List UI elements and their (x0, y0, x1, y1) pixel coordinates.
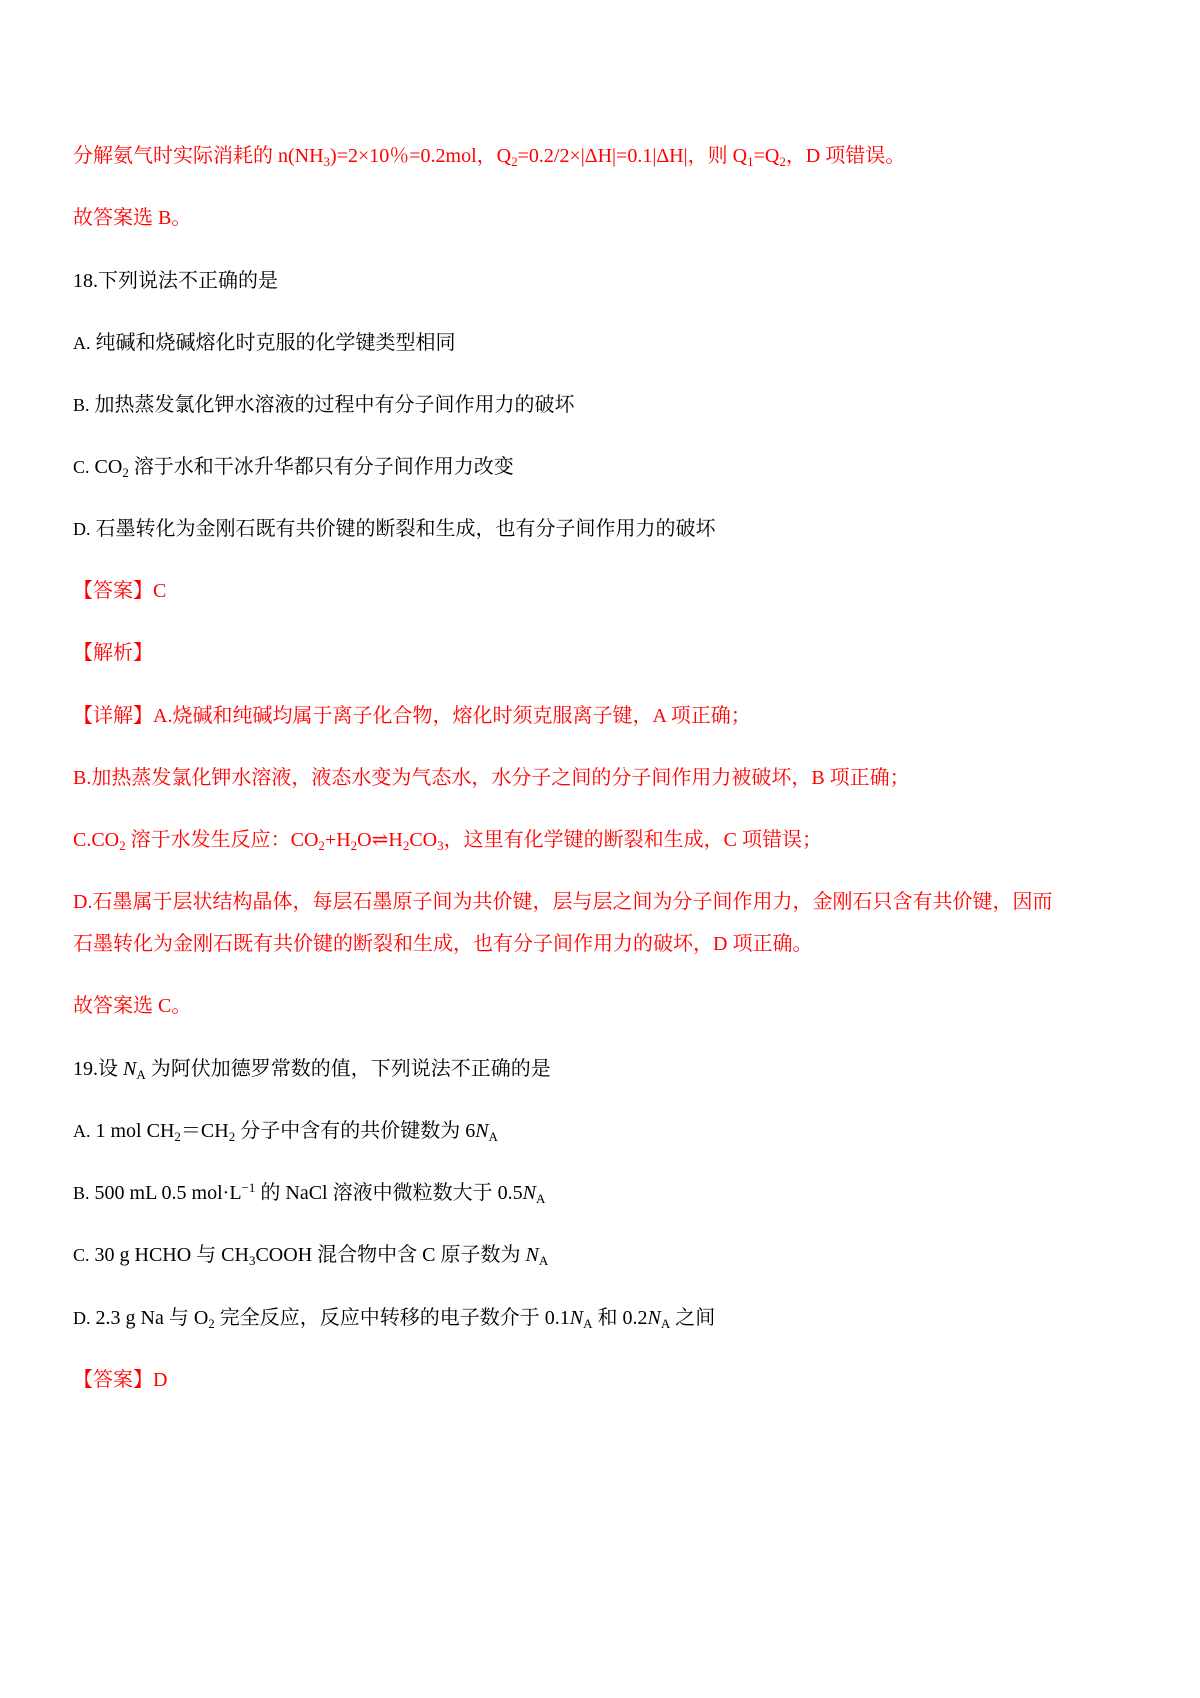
subscript: 2 (122, 465, 129, 480)
italic-symbol: N (525, 1244, 539, 1266)
text-run: ，这里有化学键的断裂和生成，C 项错误； (443, 829, 822, 851)
subscript: 2 (350, 838, 358, 853)
text-run: 石墨转化为金刚石既有共价键的断裂和生成，也有分子间作用力的破坏，D 项正确。 (73, 933, 813, 955)
subscript: 2 (208, 1316, 215, 1331)
text-run: 【答案】D (73, 1369, 168, 1391)
text-run: 之间 (670, 1307, 716, 1329)
text-run: 纯碱和烧碱熔化时克服的化学键类型相同 (90, 332, 456, 354)
text-run: COOH 混合物中含 C 原子数为 (255, 1244, 526, 1266)
question-19-option-b (73, 1180, 545, 1206)
question-18-analysis-heading (73, 640, 153, 666)
text-run: 19.设 (73, 1058, 123, 1080)
text-run: 500 mL 0.5 mol·L (89, 1182, 242, 1204)
italic-symbol: N (647, 1307, 661, 1329)
text-run: +H (324, 829, 351, 851)
question-19-answer (73, 1367, 167, 1393)
question-18-detail-d-line1 (73, 889, 1052, 915)
italic-symbol: N (475, 1120, 489, 1142)
subscript: 2 (174, 1129, 181, 1144)
text-run: ＝CH (180, 1120, 229, 1142)
text-run: 30 g HCHO 与 CH (89, 1244, 249, 1266)
italic-symbol: N (123, 1058, 137, 1080)
text-run: CO (409, 829, 438, 851)
option-letter: C. (73, 1245, 90, 1265)
question-18-detail-a (73, 703, 751, 729)
paragraph-prev-conclusion (73, 143, 905, 169)
question-18-answer (73, 578, 166, 604)
subscript: 2 (779, 154, 786, 169)
text-run: =Q (753, 145, 780, 167)
question-18-option-d (73, 516, 716, 542)
option-letter: B. (73, 395, 90, 415)
option-letter: B. (73, 1183, 90, 1203)
text-run: 分解氨气时实际消耗的 n(NH (73, 145, 324, 167)
subscript: 2 (119, 838, 126, 853)
question-18-detail-c (73, 827, 822, 853)
text-run: ，D 项错误。 (785, 145, 906, 167)
subscript: 3 (248, 1253, 256, 1268)
subscript: A (660, 1316, 671, 1331)
text-run: 【详解】A.烧碱和纯碱均属于离子化合物，熔化时须克服离子键，A 项正确； (73, 705, 751, 727)
text-run: CO (89, 456, 123, 478)
question-18-option-b (73, 392, 575, 418)
subscript: 2 (402, 838, 410, 853)
option-letter: D. (73, 519, 91, 539)
text-run: 和 0.2 (592, 1307, 648, 1329)
subscript: 3 (437, 838, 444, 853)
question-18-option-a (73, 330, 456, 356)
subscript: 1 (747, 154, 754, 169)
subscript: 3 (323, 154, 331, 169)
question-19-stem (73, 1056, 551, 1082)
question-19-option-a (73, 1118, 498, 1144)
subscript: 2 (228, 1129, 236, 1144)
italic-symbol: N (569, 1307, 584, 1329)
option-letter: D. (73, 1308, 91, 1328)
option-letter: A. (73, 1121, 91, 1141)
question-18-option-c (73, 454, 514, 480)
text-run: 故答案选 C。 (73, 995, 192, 1017)
text-run: B.加热蒸发氯化钾水溶液，液态水变为气态水，水分子之间的分子间作用力被破坏，B 项正确； (73, 767, 910, 789)
question-18-stem (73, 268, 278, 294)
text-run: 18.下列说法不正确的是 (73, 270, 278, 292)
subscript: A (583, 1316, 593, 1331)
italic-symbol: N (522, 1182, 536, 1204)
text-run: 完全反应，反应中转移的电子数介于 0.1 (214, 1307, 570, 1329)
text-run: 的 NaCl 溶液中微粒数大于 0.5 (255, 1182, 523, 1204)
question-18-final-answer (73, 993, 191, 1019)
text-run: 1 mol CH (90, 1120, 175, 1142)
text-run: )=2×10％=0.2mol，Q (330, 145, 512, 167)
text-run: 溶于水发生反应：CO (125, 829, 319, 851)
text-run: C.CO (73, 829, 120, 851)
paragraph-prev-final-answer (73, 205, 191, 231)
subscript: A (535, 1191, 546, 1206)
text-run: 【解析】 (73, 642, 153, 664)
text-run: =0.2/2×|ΔH|=0.1|ΔH|，则 Q (517, 145, 748, 167)
text-run: 分子中含有的共价键数为 6 (235, 1120, 476, 1142)
question-19-option-d (73, 1305, 715, 1331)
question-18-detail-d-line2 (73, 931, 812, 957)
option-letter: A. (73, 333, 91, 353)
text-run: O⇌H (357, 829, 403, 851)
subscript: 2 (511, 154, 518, 169)
text-run: 2.3 g Na 与 O (90, 1307, 209, 1329)
text-run: 为阿伏加德罗常数的值，下列说法不正确的是 (145, 1058, 551, 1080)
text-run: 石墨转化为金刚石既有共价键的断裂和生成，也有分子间作用力的破坏 (90, 518, 716, 540)
subscript: A (538, 1253, 549, 1268)
subscript: 2 (318, 838, 325, 853)
text-run: 溶于水和干冰升华都只有分子间作用力改变 (128, 456, 514, 478)
option-letter: C. (73, 457, 90, 477)
text-run: 故答案选 B。 (73, 207, 192, 229)
text-run: 【答案】C (73, 580, 167, 602)
subscript: A (136, 1067, 146, 1082)
question-19-option-c (73, 1242, 548, 1268)
superscript: −1 (241, 1180, 256, 1195)
question-18-detail-b (73, 765, 910, 791)
text-run: D.石墨属于层状结构晶体，每层石墨原子间为共价键，层与层之间为分子间作用力，金刚石只含有共价键，因而 (73, 891, 1053, 913)
text-run: 加热蒸发氯化钾水溶液的过程中有分子间作用力的破坏 (89, 394, 575, 416)
subscript: A (488, 1129, 498, 1144)
